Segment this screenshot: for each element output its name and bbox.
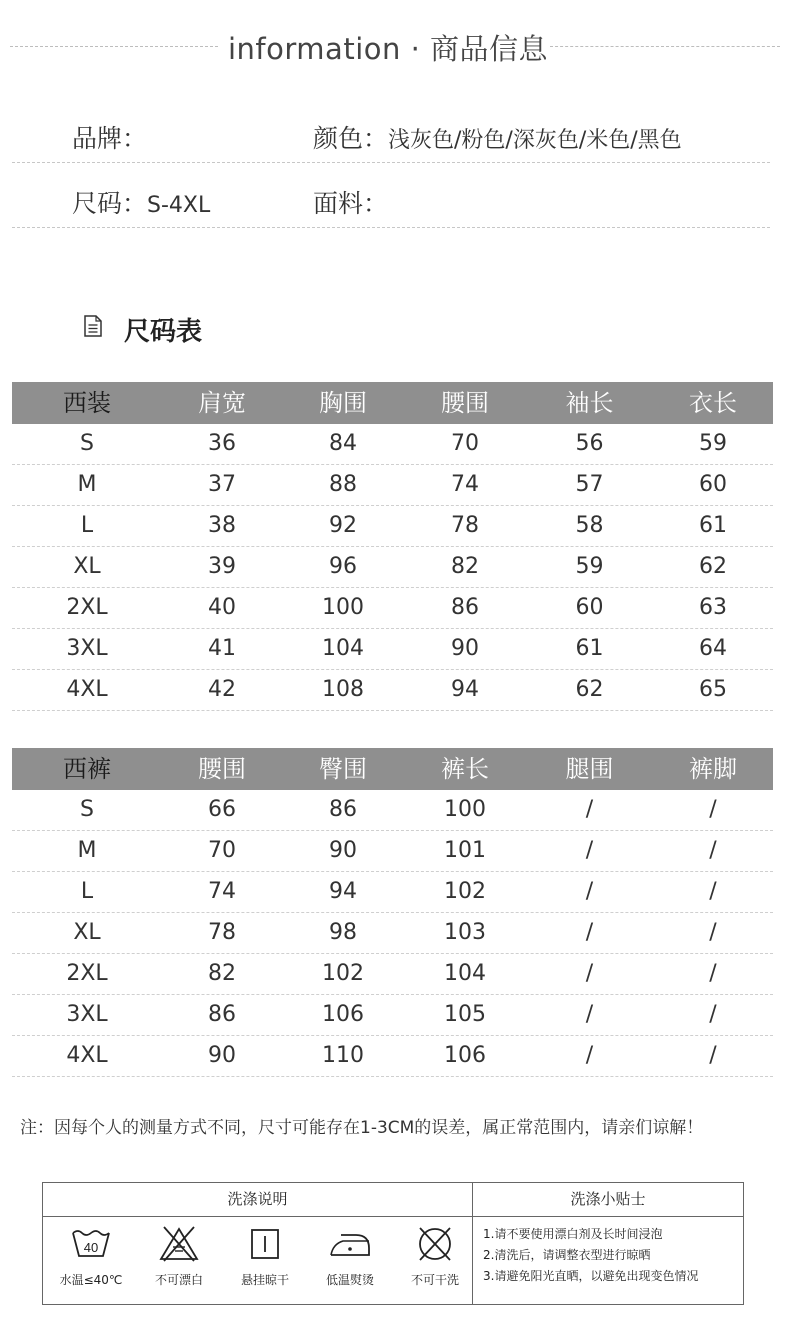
table-row — [12, 954, 773, 995]
wash-icon-item — [393, 1217, 477, 1304]
table-row — [12, 629, 773, 670]
table-header-cell: 臀围 — [319, 755, 367, 783]
table-row — [12, 465, 773, 506]
size-value: S-4XL — [147, 193, 211, 218]
table-row — [12, 588, 773, 629]
table-cell: 102 — [322, 961, 364, 986]
info-row-size-fabric — [12, 170, 770, 228]
table-header-cell: 胸围 — [319, 389, 367, 417]
section-title: information · 商品信息 — [228, 32, 549, 66]
brand-label: 品牌： — [72, 124, 148, 153]
table-cell: 3XL — [66, 1002, 108, 1027]
table-row — [12, 913, 773, 954]
table-row — [12, 506, 773, 547]
table-cell: M — [77, 472, 97, 497]
table-cell: 62 — [699, 554, 727, 579]
table-cell: 104 — [322, 636, 364, 661]
table-cell: 40 — [208, 595, 236, 620]
color-value: 浅灰色/粉色/深灰色/米色/黑色 — [388, 128, 682, 153]
table-cell: 103 — [444, 920, 486, 945]
table-cell: 74 — [208, 879, 236, 904]
pants-size-table — [12, 748, 773, 1077]
size-field — [72, 184, 210, 220]
wash-icon-label: 不可干洗 — [410, 1273, 459, 1287]
table-row — [12, 547, 773, 588]
table-cell: 41 — [208, 636, 236, 661]
table-cell: 2XL — [66, 595, 108, 620]
table-cell: 65 — [699, 677, 727, 702]
table-cell: 70 — [208, 838, 236, 863]
table-cell: 98 — [329, 920, 357, 945]
table-header-cell: 西裤 — [63, 755, 111, 783]
table-cell: 104 — [444, 961, 486, 986]
table-cell: 90 — [208, 1043, 236, 1068]
table-cell: / — [709, 920, 717, 945]
table-cell: XL — [73, 554, 101, 579]
table-cell: 90 — [329, 838, 357, 863]
table-cell: S — [80, 797, 94, 822]
table-cell: 101 — [444, 838, 486, 863]
table-header-cell: 腰围 — [441, 389, 489, 417]
table-cell: 78 — [451, 513, 479, 538]
header-divider-right — [550, 46, 780, 47]
table-header-cell: 裤脚 — [689, 755, 737, 783]
table-header-cell: 腰围 — [198, 755, 246, 783]
wash-tip-item: 3.请避免阳光直晒，以避免出现变色情况 — [483, 1269, 699, 1283]
table-cell: 38 — [208, 513, 236, 538]
table-cell: / — [709, 1002, 717, 1027]
wash-icon-label: 悬挂晾干 — [240, 1273, 289, 1287]
wash-icon-label: 低温熨烫 — [325, 1273, 374, 1287]
table-cell: 4XL — [66, 1043, 108, 1068]
table-cell: / — [709, 797, 717, 822]
table-cell: 66 — [208, 797, 236, 822]
table-cell: / — [585, 838, 594, 863]
suit-size-table — [12, 382, 773, 711]
wash-tips-list — [483, 1224, 741, 1287]
table-cell: 86 — [329, 797, 357, 822]
table-cell: 110 — [322, 1043, 364, 1068]
table-cell: 92 — [329, 513, 357, 538]
table-row — [12, 1036, 773, 1077]
wash-icons-row — [43, 1217, 472, 1304]
table-cell: 86 — [208, 1002, 236, 1027]
table-cell: / — [585, 797, 594, 822]
table-cell: 105 — [444, 1002, 486, 1027]
wash-icon-item — [137, 1217, 221, 1304]
no-dry-clean-icon — [414, 1225, 456, 1263]
wash-tip-item: 2.清洗后，请调整衣型进行晾晒 — [483, 1248, 651, 1262]
table-cell: 78 — [208, 920, 236, 945]
table-cell: 100 — [322, 595, 364, 620]
brand-field — [72, 119, 147, 155]
table-cell: 63 — [699, 595, 727, 620]
table-cell: 37 — [208, 472, 236, 497]
table-cell: XL — [73, 920, 101, 945]
table-cell: 39 — [208, 554, 236, 579]
table-cell: 84 — [329, 431, 357, 456]
table-header-cell: 腿围 — [565, 755, 614, 783]
color-label: 颜色： — [313, 124, 389, 153]
wash-icon-item — [49, 1217, 133, 1304]
wash-temp-text: 40 — [83, 1240, 99, 1255]
table-cell: 3XL — [66, 636, 108, 661]
table-cell: 58 — [575, 513, 604, 538]
table-cell: / — [585, 1043, 594, 1068]
table-cell: 61 — [575, 636, 604, 661]
table-cell: / — [709, 879, 717, 904]
table-cell: 82 — [451, 554, 479, 579]
wash-icon-item — [223, 1217, 307, 1304]
table-cell: 100 — [444, 797, 486, 822]
section-header — [0, 24, 790, 68]
table-row — [12, 790, 773, 831]
document-icon — [84, 315, 102, 337]
table-cell: 57 — [575, 472, 604, 497]
table-header-cell: 裤长 — [441, 755, 489, 783]
wash-icon-item — [308, 1217, 392, 1304]
fabric-label: 面料： — [313, 189, 389, 218]
table-cell: 59 — [699, 431, 727, 456]
table-header-cell: 肩宽 — [198, 389, 246, 417]
table-cell: 42 — [208, 677, 236, 702]
color-field — [313, 119, 682, 155]
table-cell: 86 — [451, 595, 479, 620]
table-cell: 94 — [451, 677, 479, 702]
table-cell: 102 — [444, 879, 486, 904]
table-cell: 108 — [322, 677, 364, 702]
table-cell: 60 — [575, 595, 604, 620]
table-row — [12, 831, 773, 872]
wash-40-icon — [70, 1225, 112, 1263]
wash-icon-label: 不可漂白 — [154, 1273, 203, 1287]
table-cell: 88 — [329, 472, 357, 497]
wash-tip-item: 1.请不要使用漂白剂及长时间浸泡 — [483, 1227, 663, 1241]
table-cell: 94 — [329, 879, 357, 904]
table-cell: / — [585, 1002, 594, 1027]
table-cell: S — [80, 431, 94, 456]
table-cell: / — [585, 920, 594, 945]
table-cell: 82 — [208, 961, 236, 986]
table-cell: 62 — [575, 677, 604, 702]
table-cell: 90 — [451, 636, 479, 661]
low-iron-icon — [329, 1225, 371, 1263]
no-bleach-icon — [158, 1225, 200, 1263]
table-cell: L — [80, 513, 94, 538]
table-cell: / — [709, 838, 717, 863]
table-cell: 64 — [699, 636, 727, 661]
size-label: 尺码： — [72, 189, 148, 218]
table-cell: 74 — [451, 472, 479, 497]
wash-icon-label: 水温≤40℃ — [59, 1273, 123, 1287]
table-cell: / — [585, 879, 594, 904]
table-cell: / — [709, 961, 717, 986]
table-cell: L — [80, 879, 94, 904]
fabric-field — [313, 184, 388, 220]
care-instructions-box — [42, 1182, 744, 1305]
table-cell: / — [585, 961, 594, 986]
table-cell: 106 — [322, 1002, 364, 1027]
table-header-row — [12, 382, 773, 424]
wash-tips-title: 洗涤小贴士 — [570, 1190, 646, 1208]
table-cell: 60 — [699, 472, 727, 497]
table-header-cell: 衣长 — [689, 389, 737, 417]
table-cell: 56 — [575, 431, 604, 456]
table-header-row — [12, 748, 773, 790]
table-header-cell: 西装 — [63, 389, 111, 417]
table-cell: M — [77, 838, 97, 863]
table-row — [12, 995, 773, 1036]
table-header-cell: 袖长 — [565, 389, 614, 417]
header-divider-left — [10, 46, 218, 47]
wash-instructions-title: 洗涤说明 — [227, 1190, 288, 1208]
table-cell: 96 — [329, 554, 357, 579]
measurement-note: 注：因每个人的测量方式不同，尺寸可能存在1-3CM的误差，属正常范围内，请亲们谅解！ — [20, 1118, 704, 1138]
table-row — [12, 872, 773, 913]
table-cell: 36 — [208, 431, 236, 456]
table-cell: 2XL — [66, 961, 108, 986]
table-cell: 70 — [451, 431, 479, 456]
table-cell: / — [709, 1043, 717, 1068]
table-row — [12, 670, 773, 711]
info-row-brand-color — [12, 105, 770, 163]
table-row — [12, 424, 773, 465]
table-cell: 106 — [444, 1043, 486, 1068]
table-cell: 4XL — [66, 677, 108, 702]
hang-dry-icon — [244, 1225, 286, 1263]
size-chart-title: 尺码表 — [124, 317, 203, 347]
table-cell: 61 — [699, 513, 727, 538]
table-cell: 59 — [575, 554, 604, 579]
